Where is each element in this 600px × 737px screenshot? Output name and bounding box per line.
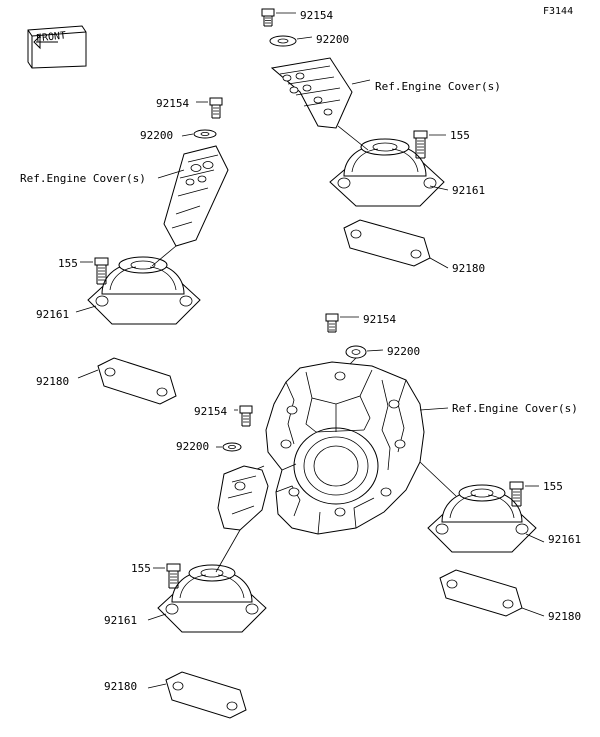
damper-92161-left <box>76 246 200 324</box>
label-92200-top: 92200 <box>316 33 350 46</box>
label-155-topright: 155 <box>450 129 470 142</box>
bolt-155-lowerright <box>510 482 539 506</box>
label-92180-lowerright: 92180 <box>548 610 582 623</box>
washer-92200-top <box>270 36 312 46</box>
engine-cover-bracket-left <box>158 146 228 246</box>
shim-92180-left <box>78 358 176 404</box>
bolt-155-left <box>80 258 108 284</box>
fastener-92154-lowerleft <box>234 406 252 426</box>
label-92154-top: 92154 <box>300 9 334 22</box>
label-92161-left: 92161 <box>36 308 70 321</box>
label-ref-engine-cover-left: Ref.Engine Cover(s) <box>20 172 146 185</box>
sheet-code: F3144 <box>543 6 574 17</box>
bolt-155-top <box>414 131 446 158</box>
label-92200-left: 92200 <box>140 129 174 142</box>
damper-92161-lowerright <box>420 462 544 552</box>
washer-92200-left <box>182 130 216 138</box>
label-92200-center: 92200 <box>387 345 421 358</box>
label-155-bottom: 155 <box>131 562 151 575</box>
damper-92161-bottom <box>148 530 266 632</box>
label-155-lowerright: 155 <box>543 480 563 493</box>
shim-92180-top <box>344 220 448 268</box>
shim-92180-lowerright <box>440 570 544 616</box>
label-92154-lowerleft: 92154 <box>194 405 228 418</box>
label-92154-center: 92154 <box>363 313 397 326</box>
label-155-left: 155 <box>58 257 78 270</box>
shim-92180-bottom <box>148 672 246 718</box>
label-ref-engine-cover-right: Ref.Engine Cover(s) <box>452 402 578 415</box>
front-marker-text: FRONT <box>35 30 67 45</box>
washer-92200-lowerleft <box>216 443 241 451</box>
engine-cover-bracket-top <box>272 58 370 128</box>
damper-92161-top <box>330 126 448 206</box>
bolt-155-bottom <box>153 564 180 588</box>
label-92180-bottom: 92180 <box>104 680 138 693</box>
label-ref-engine-cover-topright: Ref.Engine Cover(s) <box>375 80 501 93</box>
label-92154-left: 92154 <box>156 97 190 110</box>
label-92161-lowerright: 92161 <box>548 533 582 546</box>
fastener-92154-center <box>326 314 359 332</box>
washer-92200-center <box>346 346 383 358</box>
label-92161-topright: 92161 <box>452 184 486 197</box>
engine-cover-body-center <box>218 358 448 534</box>
fastener-92154-top <box>262 9 296 26</box>
label-92180-topright: 92180 <box>452 262 486 275</box>
label-92200-lowerleft: 92200 <box>176 440 210 453</box>
fastener-92154-left <box>196 98 222 118</box>
label-92161-bottom: 92161 <box>104 614 138 627</box>
label-92180-left: 92180 <box>36 375 70 388</box>
